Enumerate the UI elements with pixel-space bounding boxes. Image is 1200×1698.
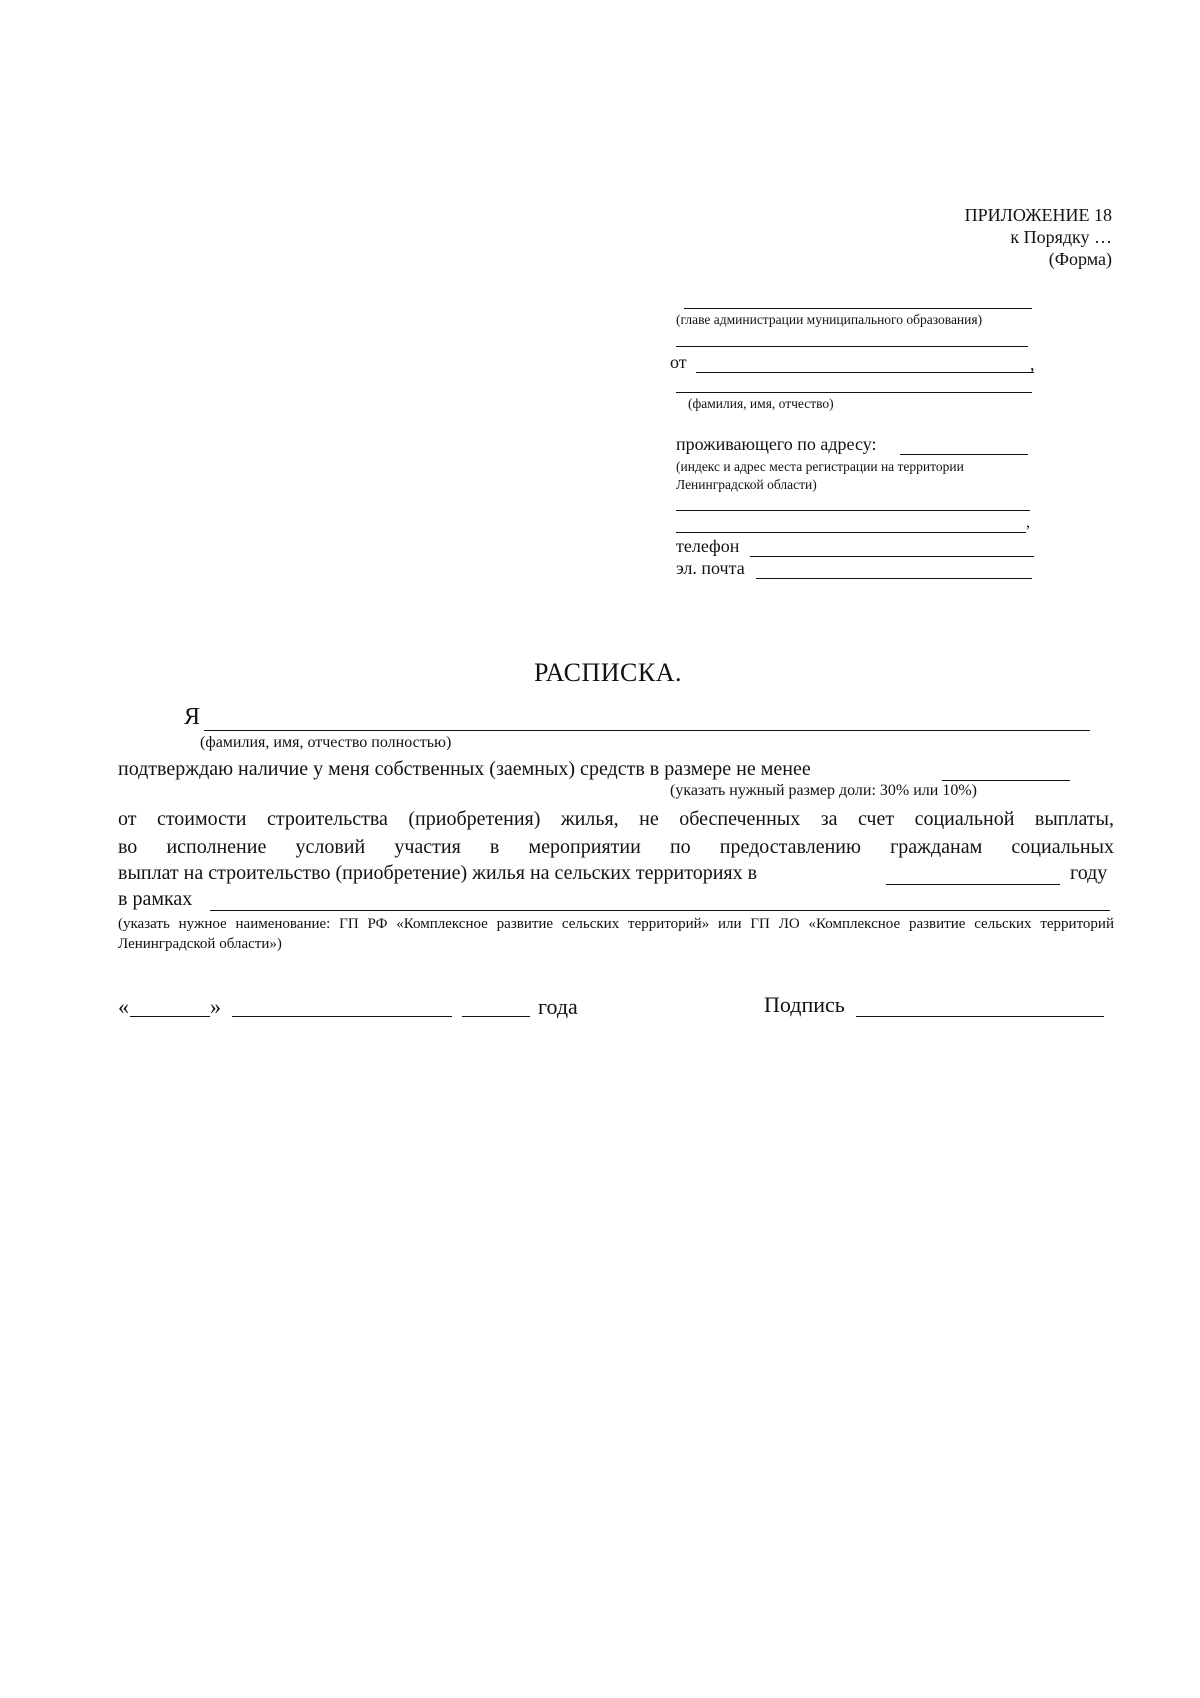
confirm-text: подтверждаю наличие у меня собственных (заемных) средств в размере не менее [118, 758, 811, 780]
ya-label: Я [184, 704, 201, 730]
program-caption: (указать нужное наименование: ГП РФ «Комплексное развитие сельских территорий» или ГП ЛО «Комплексное развитие сельских территорий Ленинградской области») [118, 916, 1114, 952]
appendix-header [965, 204, 1112, 270]
date-month-field[interactable] [232, 1016, 452, 1017]
program-field[interactable] [210, 910, 1110, 911]
body-text-line-4: выплат на строительство (приобретение) жилья на сельских территориях в [118, 862, 758, 884]
phone-label: телефон [676, 536, 740, 556]
appendix-order-ref: к Порядку … [1010, 227, 1112, 247]
head-name-line[interactable] [684, 308, 1032, 309]
body-text-line-3: во исполнение условий участия в мероприятии по предоставлению гражданам социальных [118, 836, 1114, 858]
share-caption: (указать нужный размер доли: 30% или 10%) [670, 782, 977, 799]
email-label: эл. почта [676, 558, 745, 578]
appendix-form-label: (Форма) [1048, 249, 1112, 269]
date-year-word: года [538, 994, 578, 1019]
date-day-field[interactable] [130, 1016, 210, 1017]
head-name-line-2[interactable] [676, 346, 1028, 347]
full-name-caption: (фамилия, имя, отчество полностью) [200, 734, 452, 751]
from-comma: , [1030, 354, 1035, 374]
share-field[interactable] [942, 780, 1070, 781]
full-name-field[interactable] [204, 730, 1090, 731]
document-title: РАСПИСКА. [534, 658, 682, 687]
program-label: в рамках [118, 888, 193, 910]
signature-label: Подпись [764, 992, 845, 1017]
address-line-3[interactable] [676, 532, 1026, 533]
appendix-number: ПРИЛОЖЕНИЕ 18 [964, 205, 1112, 225]
address-line-2[interactable] [676, 510, 1030, 511]
date-year-field[interactable] [462, 1016, 530, 1017]
address-comma: , [1026, 514, 1030, 531]
year-word: году [1070, 862, 1108, 884]
from-label: от [670, 352, 687, 372]
phone-field[interactable] [750, 556, 1034, 557]
body-text-line-2: от стоимости строительства (приобретения) жилья, не обеспеченных за счет социальной выплаты, [118, 808, 1114, 830]
address-label: проживающего по адресу: [676, 434, 877, 454]
head-caption: (главе администрации муниципального образования) [676, 312, 983, 327]
address-field[interactable] [900, 454, 1028, 455]
year-field[interactable] [886, 884, 1060, 885]
from-name-line-2[interactable] [676, 392, 1032, 393]
signature-field[interactable] [856, 1016, 1104, 1017]
from-name-field[interactable] [696, 372, 1034, 373]
email-field[interactable] [756, 578, 1032, 579]
date-quote-close: » [210, 994, 221, 1019]
date-quote-open: « [118, 994, 129, 1019]
address-caption: (индекс и адрес места регистрации на территории Ленинградской области) [676, 459, 964, 492]
fio-caption: (фамилия, имя, отчество) [688, 396, 834, 411]
